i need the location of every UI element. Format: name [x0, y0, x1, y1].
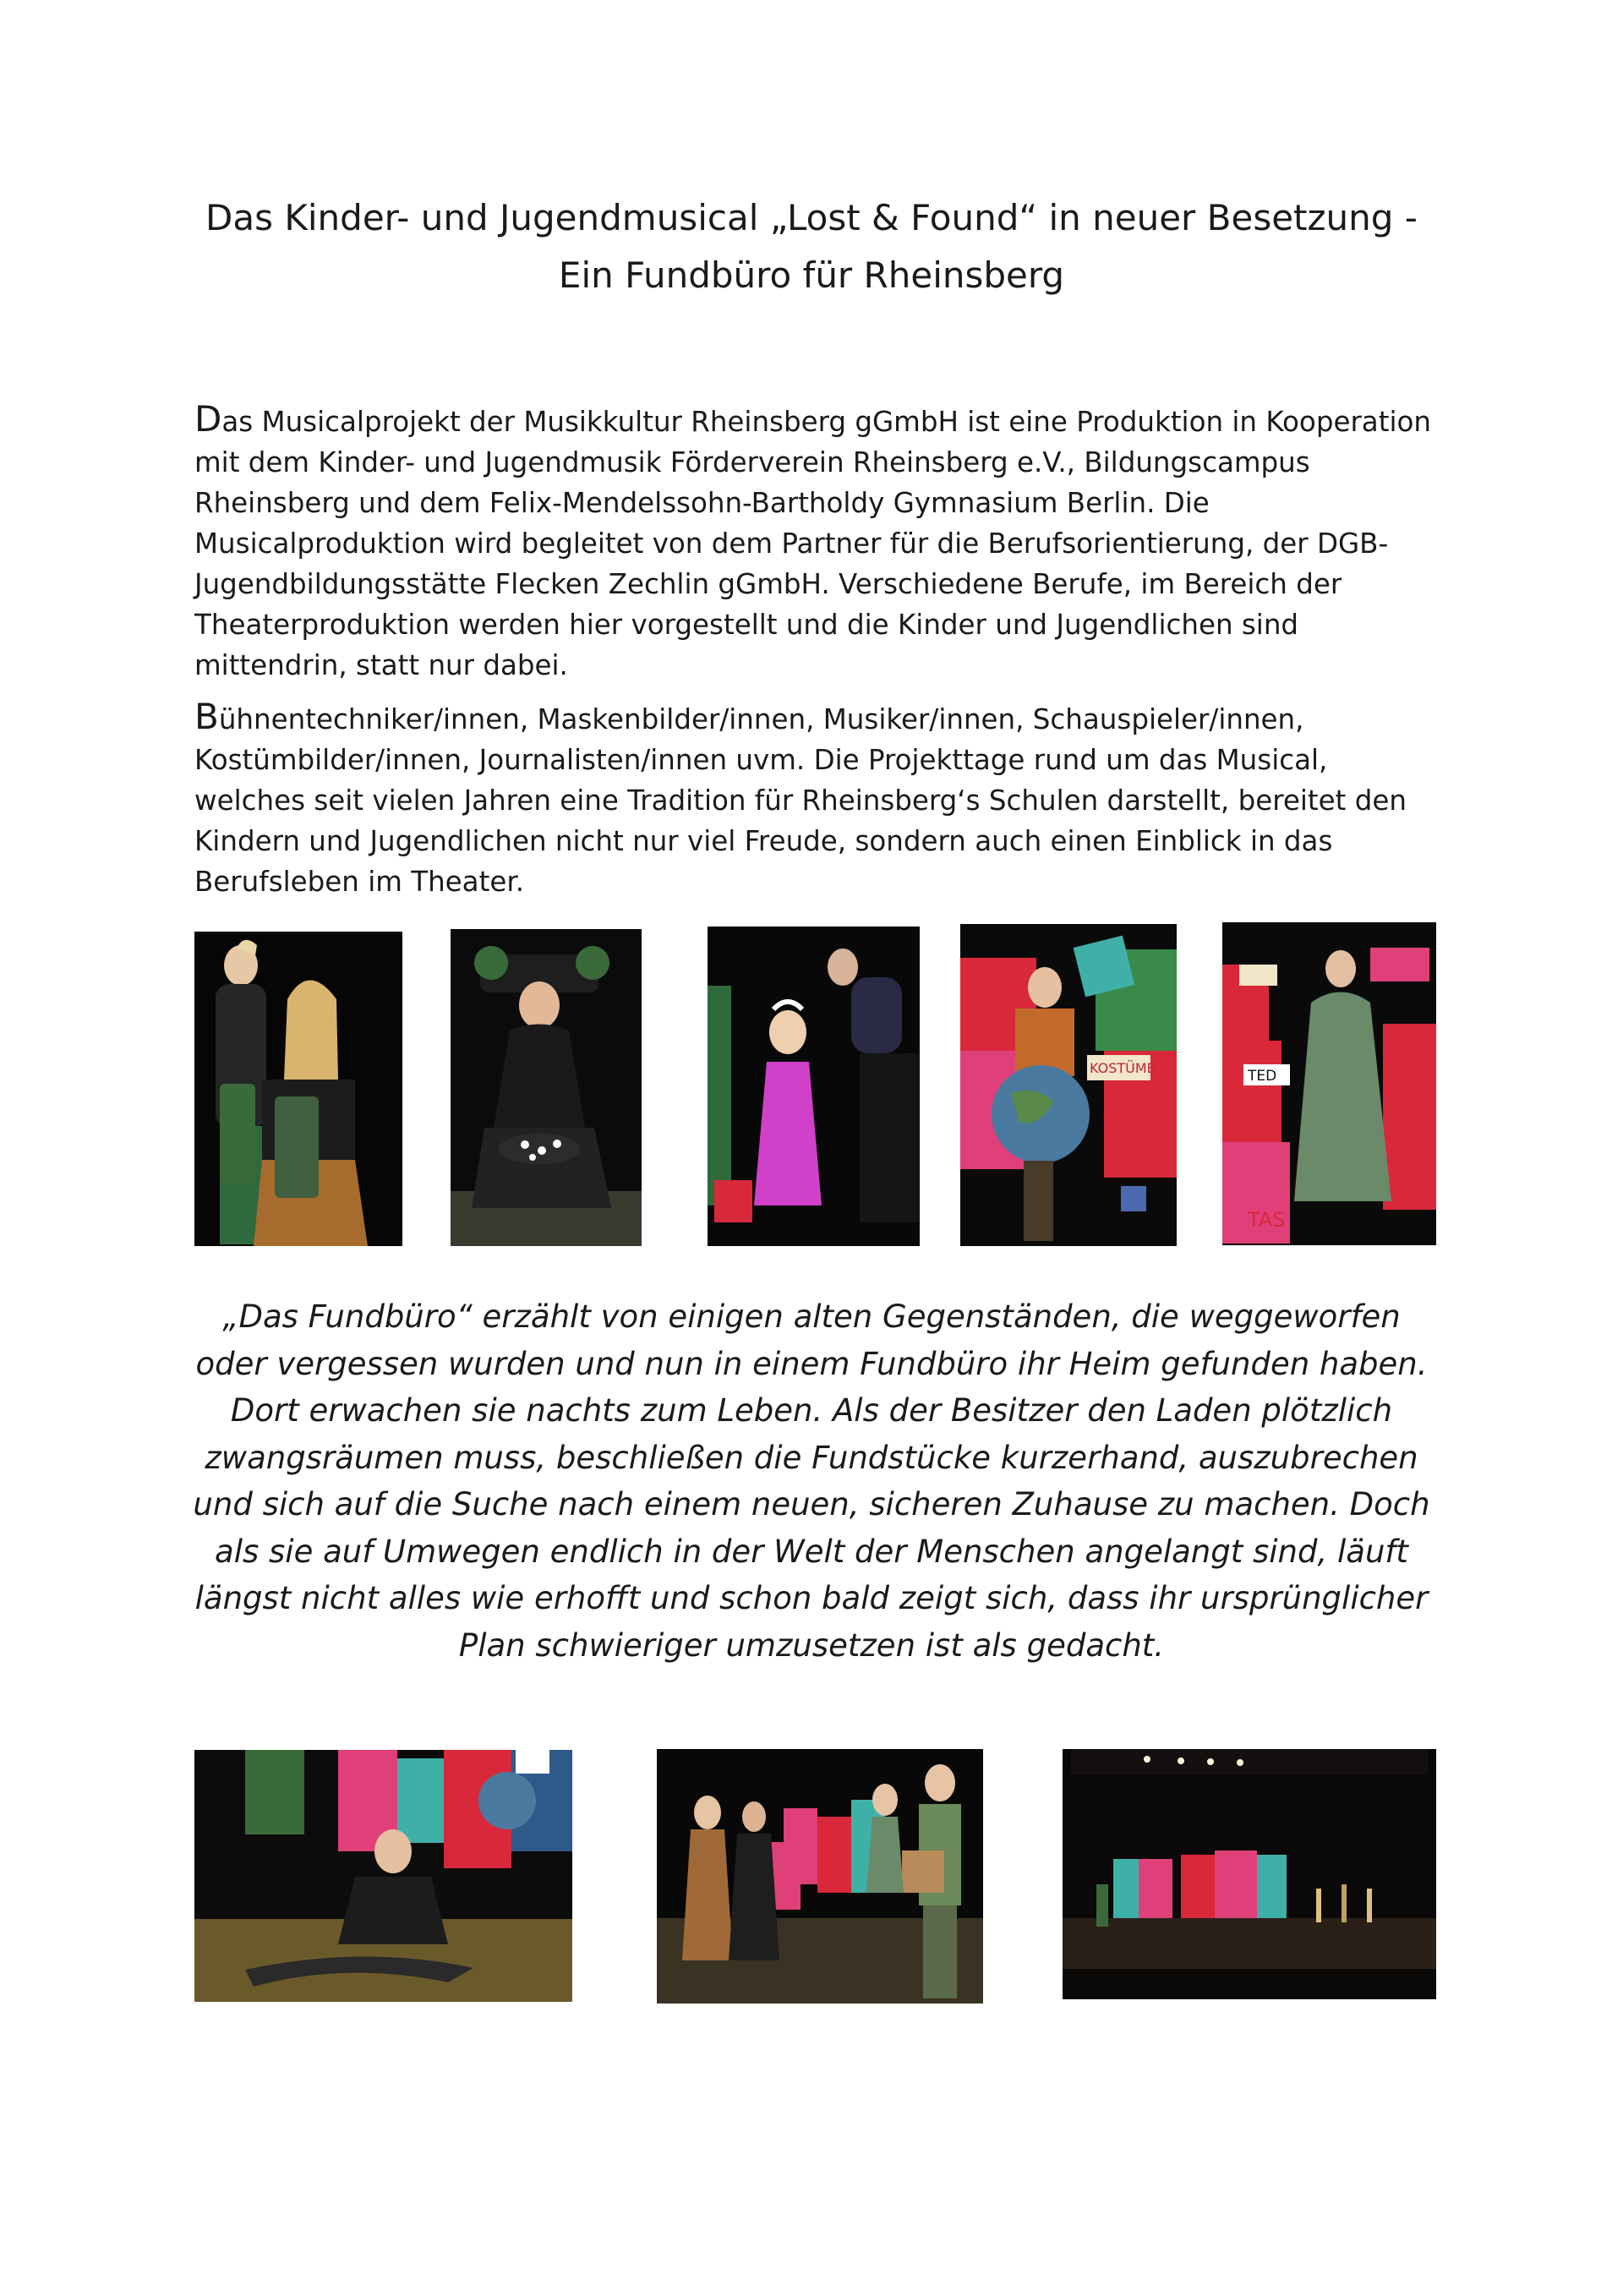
photo-actors-with-props [194, 932, 402, 1246]
photo-dark-costume [451, 929, 642, 1246]
story-summary: „Das Fundbüro“ erzählt von einigen alten Gegenständen, die weggeworfen oder vergessen wurden und nun in einem Fundbüro ihr Heim gefunden haben. Dort erwachen sie nachts zum Leben. Als der Besitzer den Laden plötzlich zwangsräumen muss, beschließen die Fundstücke kurzerhand, auszubrechen und sich auf die Suche nach einem neuen, sicheren Zuhause zu machen. Doch als sie auf Umwegen endlich in der Welt der Menschen angelangt sind, läuft längst nicht alles wie erhofft und schon bald zeigt sich, dass ihr ursprünglicher Plan schwieriger umzusetzen ist als gedacht. [193, 1298, 1430, 1664]
photo-pink-dress [708, 927, 920, 1246]
photo-sign-kostume: KOSTÜME [1090, 1060, 1156, 1076]
photo-sign-ted: TED [1248, 1068, 1277, 1085]
careers-paragraph-text: ühnentechniker/innen, Maskenbilder/innen, Musiker/innen, Schauspieler/innen, Kostümbilder/innen, Journalisten/innen uvm. Die Projekttage rund um das Musical, welches seit vielen Jahren eine Tradition für Rheinsberg‘s Schulen darstellt, bereitet den Kindern und Jugendlichen nicht nur viel Freude, sondern auch einen Einblick in das Berufsleben im Theater. [194, 703, 1407, 898]
photo-sign-tas: TAS [1248, 1208, 1286, 1232]
intro-paragraph [194, 399, 1445, 686]
title-line-1: Das Kinder- und Jugendmusical „Lost & Found“ in neuer Besetzung - [205, 197, 1418, 238]
photo-stage-scene-floor [194, 1750, 572, 2002]
photo-stage-scene-group [657, 1749, 983, 2004]
careers-paragraph [194, 697, 1445, 902]
intro-paragraph-text: as Musicalprojekt der Musikkultur Rheinsberg gGmbH ist eine Produktion in Kooperation mit dem Kinder- und Jugendmusik Förderverein Rheinsberg e.V., Bildungscampus Rheinsberg und dem Felix-Mendelssohn-Bartholdy Gymnasium Berlin. Die Musicalproduktion wird begleitet von dem Partner für die Berufsorientierung, der DGB-Jugendbildungsstätte Flecken Zechlin gGmbH. Verschiedene Berufe, im Bereich der Theaterproduktion werden hier vorgestellt und die Kinder und Jugendlichen sind mittendrin, statt nur dabei. [194, 406, 1431, 681]
title-line-2: Ein Fundbüro für Rheinsberg [558, 254, 1065, 296]
drop-initial: B [194, 696, 219, 737]
document-title [169, 189, 1454, 304]
drop-initial: D [194, 398, 222, 440]
photo-green-gown [1222, 922, 1436, 1245]
photo-full-stage [1063, 1749, 1436, 1999]
photo-globe-prop [960, 924, 1177, 1246]
